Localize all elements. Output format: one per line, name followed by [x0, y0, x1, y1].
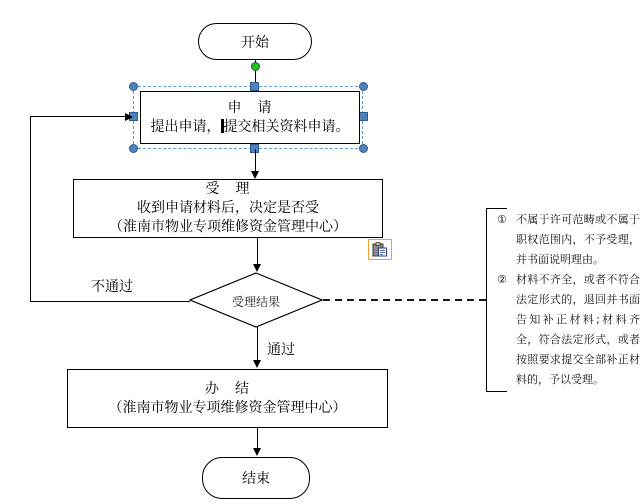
arrowhead-fail-apply — [125, 113, 133, 121]
accept-line3: （淮南市物业专项维修资金管理中心） — [109, 219, 347, 235]
note-1-text: 不属于许可范畴或不属于职权范围内，不予受理，并书面说明理由。 — [516, 213, 640, 266]
arrowhead-apply-accept — [251, 171, 259, 179]
fail-line-vertical — [30, 116, 31, 302]
connector-accept-decision — [257, 238, 258, 265]
pass-branch-label: 通过 — [267, 342, 295, 358]
arrowhead-accept-decision — [253, 264, 261, 272]
notes-bracket-top-tick — [486, 208, 507, 209]
fail-line-bottom — [30, 301, 190, 302]
note-2-marker: ② — [497, 273, 507, 286]
fail-branch-label: 不通过 — [91, 279, 133, 295]
selection-handle-right[interactable] — [359, 112, 368, 121]
arrowhead-finish-end — [253, 448, 261, 456]
notes-bracket-bottom-tick — [486, 391, 507, 392]
finish-node[interactable] — [67, 369, 388, 428]
note-2-text: 材料不齐全，或者不符合法定形式的，退回并书面告知补正材料;材料齐全，符合法定形式，或者按照要求提交全部补正材料的，予以受理。 — [516, 273, 640, 386]
apply-body-before: 提出申请， — [150, 118, 221, 135]
apply-title: 申 请 — [227, 99, 273, 116]
finish-line2: （淮南市物业专项维修资金管理中心） — [108, 399, 347, 416]
paste-options-button[interactable] — [368, 239, 392, 260]
accept-title: 受 理 — [205, 181, 251, 197]
accept-node[interactable] — [73, 179, 383, 238]
accept-line2: 收到申请材料后，决定是否受 — [137, 200, 319, 216]
connection-point-dot — [251, 62, 260, 71]
paste-options-icon — [372, 242, 388, 257]
fail-line-top — [30, 116, 126, 117]
start-node[interactable] — [198, 23, 312, 60]
start-label: 开始 — [241, 34, 269, 51]
apply-body — [151, 118, 350, 137]
selection-handle-top-left[interactable] — [129, 82, 138, 91]
apply-node[interactable] — [140, 91, 360, 144]
apply-body-after: 提交相关资料申请。 — [223, 118, 350, 135]
note-1-marker: ① — [497, 213, 507, 226]
connector-finish-end — [257, 428, 258, 449]
selection-handle-bottom-left[interactable] — [129, 144, 138, 153]
callout-dashed-line — [323, 299, 486, 301]
connector-apply-accept — [255, 149, 256, 172]
selection-handle-top[interactable] — [250, 82, 259, 91]
connector-decision-finish — [257, 327, 258, 361]
decision-node[interactable] — [189, 272, 323, 328]
decision-label: 受理结果 — [231, 295, 280, 309]
finish-title: 办 结 — [205, 380, 250, 397]
note-item-1 — [496, 210, 640, 270]
end-node[interactable] — [202, 457, 310, 499]
notes-panel — [496, 210, 640, 390]
notes-bracket-vertical — [486, 208, 487, 392]
note-item-2 — [496, 270, 640, 390]
arrowhead-decision-finish — [253, 360, 261, 368]
end-label: 结束 — [242, 471, 270, 487]
selection-handle-bottom-right[interactable] — [359, 144, 368, 153]
selection-handle-top-right[interactable] — [359, 82, 368, 91]
